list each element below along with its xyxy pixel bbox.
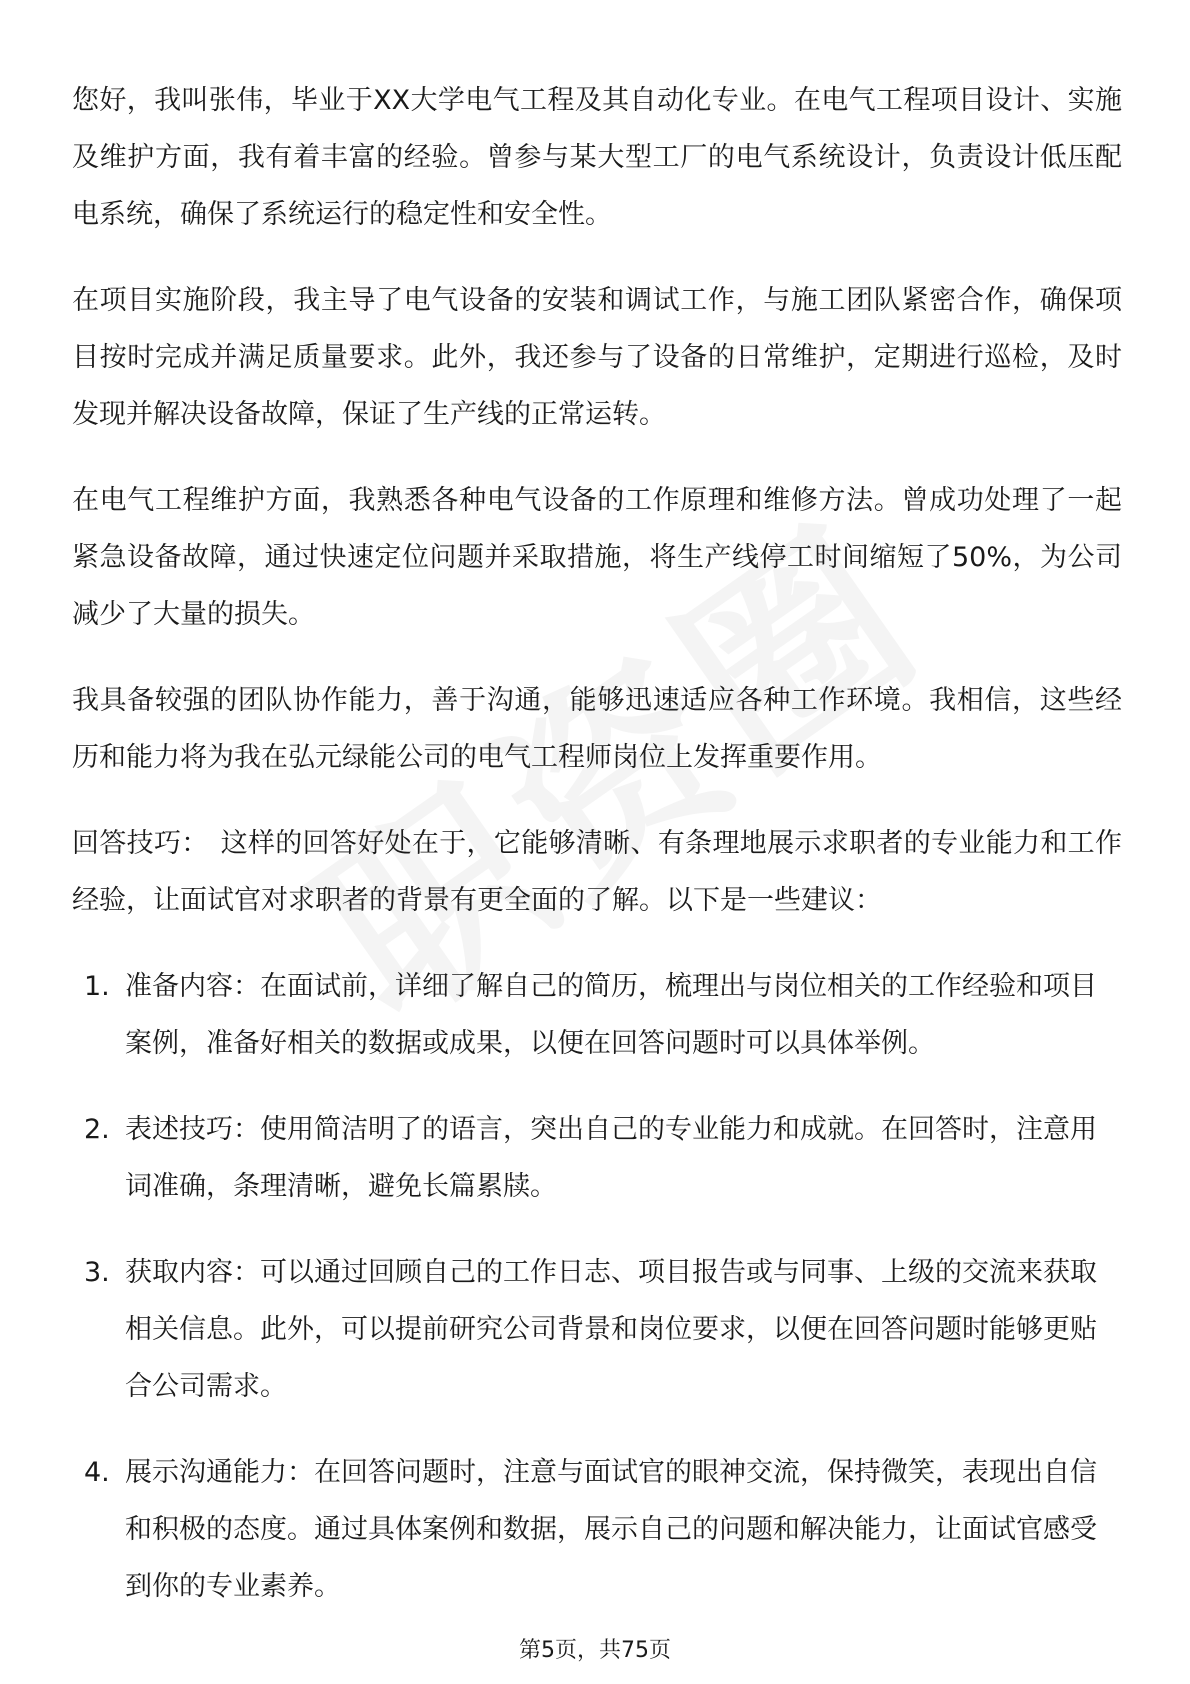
answer-tips-label: 回答技巧： — [72, 828, 209, 859]
list-item-text: 表述技巧：使用简洁明了的语言，突出自己的专业能力和成就。在回答时，注意用词准确，条理清晰，避免长篇累牍。 — [125, 1114, 1097, 1202]
list-item — [72, 958, 1122, 1072]
tips-list — [72, 958, 1122, 1615]
list-item — [72, 1444, 1122, 1615]
list-item-text: 准备内容：在面试前，详细了解自己的简历，梳理出与岗位相关的工作经验和项目案例，准备好相关的数据或成果，以便在回答问题时可以具体举例。 — [125, 971, 1097, 1059]
paragraph-teamwork: 我具备较强的团队协作能力，善于沟通，能够迅速适应各种工作环境。我相信，这些经历和能力将为我在弘元绿能公司的电气工程师岗位上发挥重要作用。 — [72, 685, 1122, 773]
answer-tips — [72, 815, 1122, 929]
paragraph-intro: 您好，我叫张伟，毕业于XX大学电气工程及其自动化专业。在电气工程项目设计、实施及维护方面，我有着丰富的经验。曾参与某大型工厂的电气系统设计，负责设计低压配电系统，确保了系统运行的稳定性和安全性。 — [72, 85, 1122, 230]
list-item-number: 1. — [84, 971, 110, 1002]
list-item-text: 获取内容：可以通过回顾自己的工作日志、项目报告或与同事、上级的交流来获取相关信息。此外，可以提前研究公司背景和岗位要求，以便在回答问题时能够更贴合公司需求。 — [125, 1257, 1097, 1402]
list-item-number: 3. — [84, 1257, 110, 1288]
list-item-number: 2. — [84, 1114, 110, 1145]
document-body — [72, 72, 1122, 1644]
paragraph-implementation: 在项目实施阶段，我主导了电气设备的安装和调试工作，与施工团队紧密合作，确保项目按时完成并满足质量要求。此外，我还参与了设备的日常维护，定期进行巡检，及时发现并解决设备故障，保证了生产线的正常运转。 — [72, 285, 1122, 430]
list-item — [72, 1101, 1122, 1215]
answer-tips-text: 这样的回答好处在于，它能够清晰、有条理地展示求职者的专业能力和工作经验，让面试官对求职者的背景有更全面的了解。以下是一些建议： — [72, 828, 1123, 916]
list-item-text: 展示沟通能力：在回答问题时，注意与面试官的眼神交流，保持微笑，表现出自信和积极的态度。通过具体案例和数据，展示自己的问题和解决能力，让面试官感受到你的专业素养。 — [125, 1457, 1097, 1602]
paragraph-maintenance: 在电气工程维护方面，我熟悉各种电气设备的工作原理和维修方法。曾成功处理了一起紧急设备故障，通过快速定位问题并采取措施，将生产线停工时间缩短了50%，为公司减少了大量的损失。 — [72, 485, 1122, 630]
page-number-footer: 第5页，共75页 — [519, 1638, 671, 1663]
list-item — [72, 1244, 1122, 1415]
list-item-number: 4. — [84, 1457, 110, 1488]
